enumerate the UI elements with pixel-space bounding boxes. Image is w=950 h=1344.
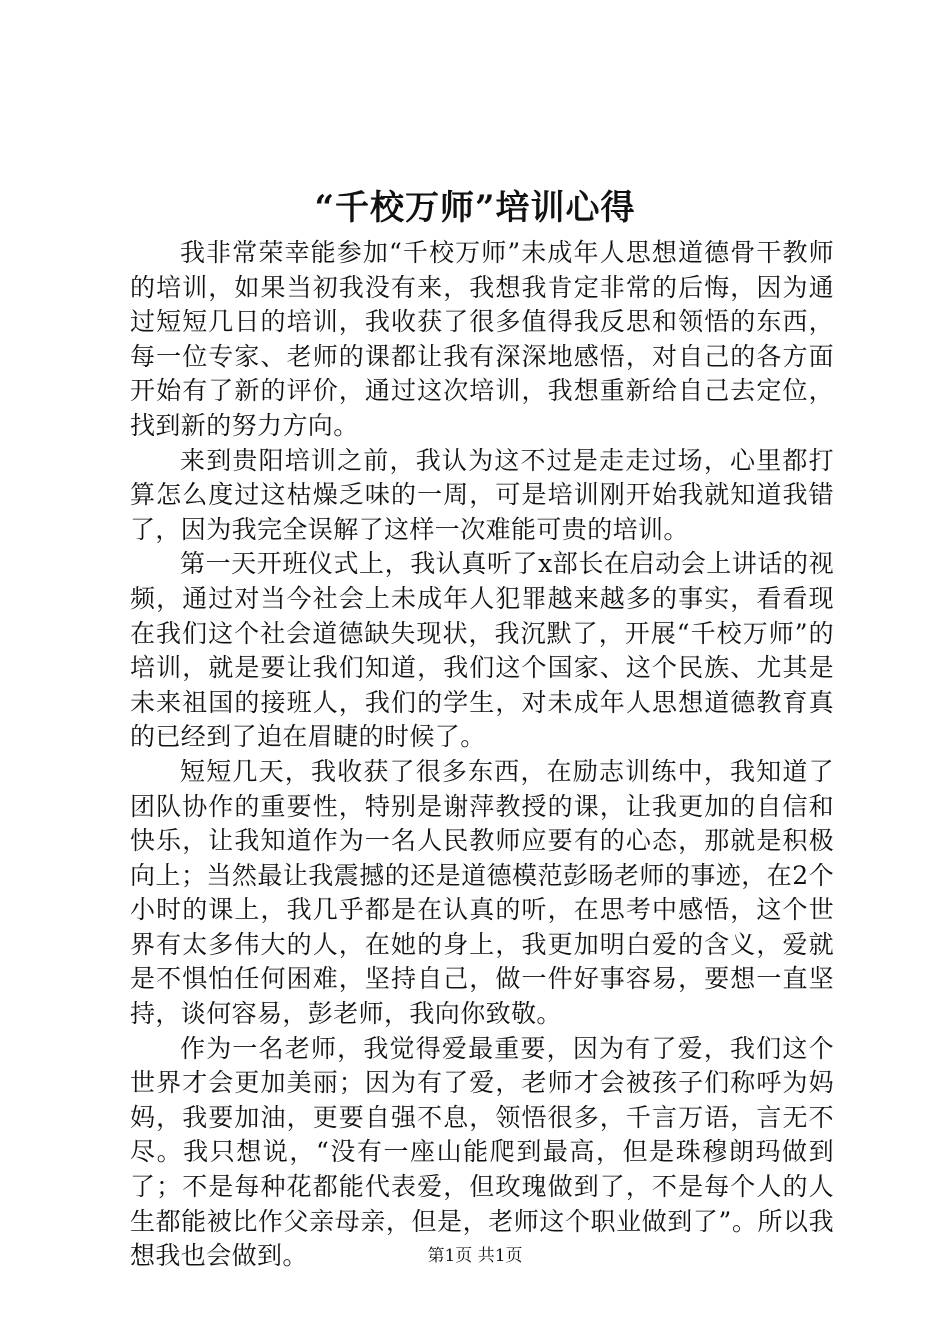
document-body <box>130 236 834 1274</box>
document-title: “千校万师”培训心得 <box>314 188 636 228</box>
paragraph-3: 第一天开班仪式上，我认真听了x部长在启动会上讲话的视频，通过对当今社会上未成年人犯罪越来越多的事实，看看现在我们这个社会道德缺失现状，我沉默了，开展“千校万师”的培训，就是要让我们知道，我们这个国家、这个民族、尤其是未来祖国的接班人，我们的学生，对未成年人思想道德教育真的已经到了迫在眉睫的时候了。 <box>130 549 834 752</box>
paragraph-1: 我非常荣幸能参加“千校万师”未成年人思想道德骨干教师的培训，如果当初我没有来，我想我肯定非常的后悔，因为通过短短几日的培训，我收获了很多值得我反思和领悟的东西，每一位专家、老师的课都让我有深深地感悟，对自己的各方面开始有了新的评价，通过这次培训，我想重新给自己去定位，找到新的努力方向。 <box>130 238 834 440</box>
paragraph-4: 短短几天，我收获了很多东西，在励志训练中，我知道了团队协作的重要性，特别是谢萍教授的课，让我更加的自信和快乐，让我知道作为一名人民教师应要有的心态，那就是积极向上；当然最让我震撼的还是道德模范彭旸老师的事迹，在2个小时的课上，我几乎都是在认真的听，在思考中感悟，这个世界有太多伟大的人，在她的身上，我更加明白爱的含义，爱就是不惧怕任何困难，坚持自己，做一件好事容易，要想一直坚持，谈何容易，彭老师，我向你致敬。 <box>130 756 834 1029</box>
paragraph-2: 来到贵阳培训之前，我认为这不过是走走过场，心里都打算怎么度过这枯燥乏味的一周，可是培训刚开始我就知道我错了，因为我完全误解了这样一次难能可贵的培训。 <box>130 445 834 544</box>
page-footer: 第1页 共1页 <box>427 1246 523 1266</box>
paragraph-5: 作为一名老师，我觉得爱最重要，因为有了爱，我们这个世界才会更加美丽；因为有了爱，老师才会被孩子们称呼为妈妈，我要加油，更要自强不息，领悟很多，千言万语，言无不尽。我只想说，“没有一座山能爬到最高，但是珠穆朗玛做到了；不是每种花都能代表爱，但玫瑰做到了，不是每个人的人生都能被比作父亲母亲，但是，老师这个职业做到了”。所以我想我也会做到。 <box>130 1033 834 1271</box>
